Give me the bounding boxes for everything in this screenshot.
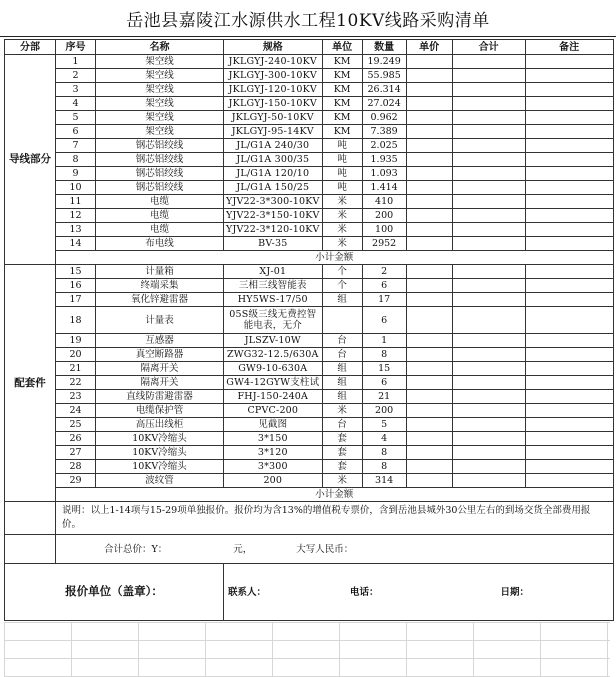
row-no: 22 — [56, 376, 96, 390]
row-no: 8 — [56, 153, 96, 167]
row-qty: 17 — [362, 293, 406, 307]
row-unit: 米 — [322, 474, 362, 488]
row-total — [452, 404, 525, 418]
row-price — [406, 460, 452, 474]
row-spec: JKLGYJ-50-10KV — [224, 111, 323, 125]
row-name: 钢芯铝绞线 — [96, 181, 224, 195]
row-note — [525, 460, 613, 474]
contact-label: 联系人： — [228, 586, 267, 598]
row-no: 20 — [56, 348, 96, 362]
row-note — [525, 404, 613, 418]
row-qty: 19.249 — [362, 55, 406, 69]
row-total — [452, 69, 525, 83]
row-unit: 个 — [322, 279, 362, 293]
table-row — [5, 223, 614, 237]
row-note — [525, 195, 613, 209]
row-unit: KM — [322, 55, 362, 69]
row-price — [406, 376, 452, 390]
row-spec: 三相三线智能表 — [224, 279, 323, 293]
row-no: 14 — [56, 237, 96, 251]
row-qty: 8 — [362, 348, 406, 362]
row-price — [406, 139, 452, 153]
row-no: 29 — [56, 474, 96, 488]
row-qty: 410 — [362, 195, 406, 209]
table-row — [5, 418, 614, 432]
signature-info-cell — [224, 564, 614, 621]
row-price — [406, 446, 452, 460]
row-unit: 吨 — [322, 181, 362, 195]
row-no: 15 — [56, 265, 96, 279]
row-no: 28 — [56, 460, 96, 474]
row-spec: 200 — [224, 474, 323, 488]
row-total — [452, 125, 525, 139]
row-price — [406, 348, 452, 362]
row-name: 钢芯铝绞线 — [96, 153, 224, 167]
table-row — [5, 390, 614, 404]
grand-total-label: 合计总价：Y： — [104, 543, 168, 555]
table-row — [5, 293, 614, 307]
table-row — [5, 125, 614, 139]
row-note — [525, 293, 613, 307]
row-note — [525, 209, 613, 223]
row-qty: 1 — [362, 334, 406, 348]
row-name: 终端采集 — [96, 279, 224, 293]
quote-unit-cell — [5, 564, 224, 621]
quote-unit-label: 报价单位（盖章）： — [65, 584, 163, 598]
row-note — [525, 97, 613, 111]
row-qty: 2.025 — [362, 139, 406, 153]
table-row — [5, 376, 614, 390]
row-name: 架空线 — [96, 55, 224, 69]
subtotal-label: 小计金额 — [56, 251, 614, 265]
row-note — [525, 474, 613, 488]
row-total — [452, 307, 525, 334]
row-note — [525, 181, 613, 195]
row-total — [452, 209, 525, 223]
row-qty: 6 — [362, 376, 406, 390]
empty-grid-area — [4, 622, 610, 677]
row-spec: YJV22-3*120-10KV — [224, 223, 323, 237]
row-total — [452, 460, 525, 474]
row-name: 电缆保护管 — [96, 404, 224, 418]
table-row — [5, 181, 614, 195]
row-price — [406, 83, 452, 97]
row-spec: YJV22-3*150-10KV — [224, 209, 323, 223]
row-total — [452, 474, 525, 488]
row-total — [452, 446, 525, 460]
row-name: 钢芯铝绞线 — [96, 139, 224, 153]
row-qty: 5 — [362, 418, 406, 432]
row-name: 架空线 — [96, 125, 224, 139]
row-unit: 吨 — [322, 153, 362, 167]
row-spec: CPVC-200 — [224, 404, 323, 418]
page-title: 岳池县嘉陵江水源供水工程10KV线路采购清单 — [126, 11, 490, 31]
row-total — [452, 153, 525, 167]
grand-total-cell — [56, 535, 614, 564]
subtotal-row — [5, 488, 614, 502]
row-no: 18 — [56, 307, 96, 334]
daxie-label: 大写人民币： — [296, 543, 354, 555]
row-note — [525, 390, 613, 404]
row-no: 3 — [56, 83, 96, 97]
row-price — [406, 195, 452, 209]
row-name: 电缆 — [96, 195, 224, 209]
row-price — [406, 307, 452, 334]
row-price — [406, 97, 452, 111]
row-name: 隔离开关 — [96, 362, 224, 376]
row-name: 10KV冷缩头 — [96, 432, 224, 446]
row-unit: 台 — [322, 348, 362, 362]
row-spec: JL/G1A 300/35 — [224, 153, 323, 167]
row-no: 27 — [56, 446, 96, 460]
row-total — [452, 293, 525, 307]
row-total — [452, 348, 525, 362]
row-unit: 吨 — [322, 167, 362, 181]
table-row — [5, 69, 614, 83]
row-spec: GW4-12GYW支柱试 — [224, 376, 323, 390]
row-price — [406, 293, 452, 307]
category-cell: 导线部分 — [5, 55, 56, 265]
row-name: 架空线 — [96, 83, 224, 97]
row-price — [406, 418, 452, 432]
row-spec: JKLGYJ-300-10KV — [224, 69, 323, 83]
row-total — [452, 376, 525, 390]
row-spec: 05S级三线无费控智能电表，无介 — [224, 307, 323, 334]
table-row — [5, 446, 614, 460]
row-spec: 见截图 — [224, 418, 323, 432]
table-row — [5, 404, 614, 418]
row-note — [525, 125, 613, 139]
row-spec: XJ-01 — [224, 265, 323, 279]
table-row — [5, 307, 614, 334]
row-no: 1 — [56, 55, 96, 69]
row-spec: JKLGYJ-95-14KV — [224, 125, 323, 139]
row-no: 17 — [56, 293, 96, 307]
row-unit: 组 — [322, 362, 362, 376]
row-note — [525, 265, 613, 279]
subtotal-row — [5, 251, 614, 265]
row-no: 9 — [56, 167, 96, 181]
row-unit: 米 — [322, 195, 362, 209]
table-row — [5, 97, 614, 111]
row-total — [452, 265, 525, 279]
table-row — [5, 167, 614, 181]
row-note — [525, 334, 613, 348]
row-name: 氧化锌避雷器 — [96, 293, 224, 307]
row-total — [452, 195, 525, 209]
row-note — [525, 139, 613, 153]
table-row — [5, 460, 614, 474]
row-no: 10 — [56, 181, 96, 195]
row-unit: 米 — [322, 223, 362, 237]
row-unit: KM — [322, 69, 362, 83]
row-note — [525, 446, 613, 460]
row-name: 互感器 — [96, 334, 224, 348]
row-no: 24 — [56, 404, 96, 418]
row-spec: HY5WS-17/50 — [224, 293, 323, 307]
row-note — [525, 432, 613, 446]
row-name: 真空断路器 — [96, 348, 224, 362]
row-price — [406, 390, 452, 404]
row-unit: 套 — [322, 446, 362, 460]
table-row — [5, 474, 614, 488]
row-spec: BV-35 — [224, 237, 323, 251]
table-row — [5, 334, 614, 348]
note-row — [5, 502, 614, 535]
row-note — [525, 362, 613, 376]
row-price — [406, 209, 452, 223]
row-no: 19 — [56, 334, 96, 348]
row-spec: JLSZV-10W — [224, 334, 323, 348]
row-price — [406, 167, 452, 181]
row-qty: 8 — [362, 446, 406, 460]
row-qty: 7.389 — [362, 125, 406, 139]
row-qty: 0.962 — [362, 111, 406, 125]
row-no: 26 — [56, 432, 96, 446]
row-name: 电缆 — [96, 223, 224, 237]
row-total — [452, 223, 525, 237]
row-unit: 米 — [322, 404, 362, 418]
subtotal-label: 小计金额 — [56, 488, 614, 502]
row-total — [452, 97, 525, 111]
row-qty: 4 — [362, 432, 406, 446]
header-total: 合计 — [452, 40, 525, 55]
row-no: 12 — [56, 209, 96, 223]
row-name: 直线防雷避雷器 — [96, 390, 224, 404]
table-row — [5, 55, 614, 69]
category-cell: 配套件 — [5, 265, 56, 502]
row-price — [406, 279, 452, 293]
row-qty: 2 — [362, 265, 406, 279]
row-total — [452, 418, 525, 432]
table-row — [5, 348, 614, 362]
phone-label: 电话： — [350, 586, 379, 598]
date-label: 日期： — [500, 586, 530, 598]
row-note — [525, 167, 613, 181]
row-spec: JKLGYJ-120-10KV — [224, 83, 323, 97]
table-row — [5, 279, 614, 293]
row-total — [452, 237, 525, 251]
row-spec: JL/G1A 240/30 — [224, 139, 323, 153]
table-row — [5, 237, 614, 251]
row-price — [406, 125, 452, 139]
row-qty: 1.093 — [362, 167, 406, 181]
row-no: 16 — [56, 279, 96, 293]
row-note — [525, 237, 613, 251]
table-row — [5, 111, 614, 125]
procurement-table — [4, 39, 614, 621]
row-spec: 3*150 — [224, 432, 323, 446]
row-qty: 27.024 — [362, 97, 406, 111]
row-total — [452, 111, 525, 125]
row-note — [525, 153, 613, 167]
row-note — [525, 111, 613, 125]
row-no: 13 — [56, 223, 96, 237]
row-price — [406, 334, 452, 348]
row-note — [525, 83, 613, 97]
row-qty: 100 — [362, 223, 406, 237]
row-name: 计量箱 — [96, 265, 224, 279]
row-total — [452, 432, 525, 446]
row-note — [525, 55, 613, 69]
row-spec: ZWG32-12.5/630A — [224, 348, 323, 362]
row-total — [452, 167, 525, 181]
row-qty: 6 — [362, 307, 406, 334]
row-name: 波纹管 — [96, 474, 224, 488]
row-spec: JKLGYJ-240-10KV — [224, 55, 323, 69]
title-divider — [0, 36, 616, 37]
row-unit: 米 — [322, 209, 362, 223]
row-unit: KM — [322, 83, 362, 97]
row-note — [525, 348, 613, 362]
row-unit: 组 — [322, 376, 362, 390]
row-name: 计量表 — [96, 307, 224, 334]
row-total — [452, 83, 525, 97]
row-name: 10KV冷缩头 — [96, 460, 224, 474]
row-qty: 6 — [362, 279, 406, 293]
row-unit: KM — [322, 97, 362, 111]
row-unit: 台 — [322, 334, 362, 348]
row-unit — [322, 307, 362, 334]
table-row — [5, 153, 614, 167]
row-price — [406, 432, 452, 446]
row-no: 5 — [56, 111, 96, 125]
row-price — [406, 237, 452, 251]
row-qty: 314 — [362, 474, 406, 488]
note-text: 说明：以上1-14项与15-29项单独报价。报价均为含13%的增值税专票价，含到岳池县城外30公里左右的到场交货全部费用报价。 — [56, 502, 614, 535]
row-unit: 个 — [322, 265, 362, 279]
row-price — [406, 404, 452, 418]
row-note — [525, 418, 613, 432]
row-spec: 3*300 — [224, 460, 323, 474]
row-unit: 吨 — [322, 139, 362, 153]
row-qty: 2952 — [362, 237, 406, 251]
row-name: 架空线 — [96, 97, 224, 111]
row-spec: JKLGYJ-150-10KV — [224, 97, 323, 111]
row-price — [406, 223, 452, 237]
row-price — [406, 69, 452, 83]
row-qty: 1.935 — [362, 153, 406, 167]
row-no: 7 — [56, 139, 96, 153]
header-unit: 单位 — [322, 40, 362, 55]
row-unit: 组 — [322, 390, 362, 404]
header-price: 单价 — [406, 40, 452, 55]
row-qty: 200 — [362, 209, 406, 223]
table-row — [5, 362, 614, 376]
row-price — [406, 153, 452, 167]
header-no: 序号 — [56, 40, 96, 55]
row-total — [452, 362, 525, 376]
row-unit: 米 — [322, 237, 362, 251]
row-unit: 套 — [322, 432, 362, 446]
row-no: 2 — [56, 69, 96, 83]
row-qty: 1.414 — [362, 181, 406, 195]
row-name: 布电线 — [96, 237, 224, 251]
row-spec: YJV22-3*300-10KV — [224, 195, 323, 209]
row-spec: FHJ-150-240A — [224, 390, 323, 404]
row-note — [525, 279, 613, 293]
table-header-row — [5, 40, 614, 55]
row-unit: 套 — [322, 460, 362, 474]
row-no: 4 — [56, 97, 96, 111]
row-name: 架空线 — [96, 111, 224, 125]
row-price — [406, 474, 452, 488]
row-spec: JL/G1A 150/25 — [224, 181, 323, 195]
row-spec: 3*120 — [224, 446, 323, 460]
signature-row — [5, 564, 614, 621]
table-row — [5, 209, 614, 223]
row-unit: KM — [322, 125, 362, 139]
row-name: 10KV冷缩头 — [96, 446, 224, 460]
header-qty: 数量 — [362, 40, 406, 55]
row-price — [406, 181, 452, 195]
row-unit: 组 — [322, 293, 362, 307]
row-price — [406, 265, 452, 279]
grand-total-row — [5, 535, 614, 564]
row-total — [452, 334, 525, 348]
row-note — [525, 69, 613, 83]
total-spacer — [5, 535, 56, 564]
note-spacer — [5, 502, 56, 535]
row-qty: 21 — [362, 390, 406, 404]
header-spec: 规格 — [224, 40, 323, 55]
row-note — [525, 307, 613, 334]
header-name: 名称 — [96, 40, 224, 55]
table-row — [5, 195, 614, 209]
row-spec: GW9-10-630A — [224, 362, 323, 376]
row-total — [452, 279, 525, 293]
table-row — [5, 432, 614, 446]
row-name: 隔离开关 — [96, 376, 224, 390]
table-row — [5, 139, 614, 153]
row-total — [452, 390, 525, 404]
row-name: 电缆 — [96, 209, 224, 223]
row-price — [406, 55, 452, 69]
row-qty: 55.985 — [362, 69, 406, 83]
row-note — [525, 376, 613, 390]
table-row — [5, 265, 614, 279]
header-note: 备注 — [525, 40, 613, 55]
row-spec: JL/G1A 120/10 — [224, 167, 323, 181]
row-no: 6 — [56, 125, 96, 139]
row-no: 11 — [56, 195, 96, 209]
row-price — [406, 111, 452, 125]
row-total — [452, 139, 525, 153]
row-name: 钢芯铝绞线 — [96, 167, 224, 181]
yuan-label: 元， — [233, 543, 253, 555]
row-total — [452, 55, 525, 69]
row-qty: 15 — [362, 362, 406, 376]
row-price — [406, 362, 452, 376]
row-name: 高压出线柜 — [96, 418, 224, 432]
row-qty: 8 — [362, 460, 406, 474]
row-name: 架空线 — [96, 69, 224, 83]
row-no: 21 — [56, 362, 96, 376]
row-unit: 台 — [322, 418, 362, 432]
row-no: 23 — [56, 390, 96, 404]
row-qty: 200 — [362, 404, 406, 418]
row-total — [452, 181, 525, 195]
row-unit: KM — [322, 111, 362, 125]
row-no: 25 — [56, 418, 96, 432]
row-qty: 26.314 — [362, 83, 406, 97]
row-note — [525, 223, 613, 237]
table-row — [5, 83, 614, 97]
header-category: 分部 — [5, 40, 56, 55]
